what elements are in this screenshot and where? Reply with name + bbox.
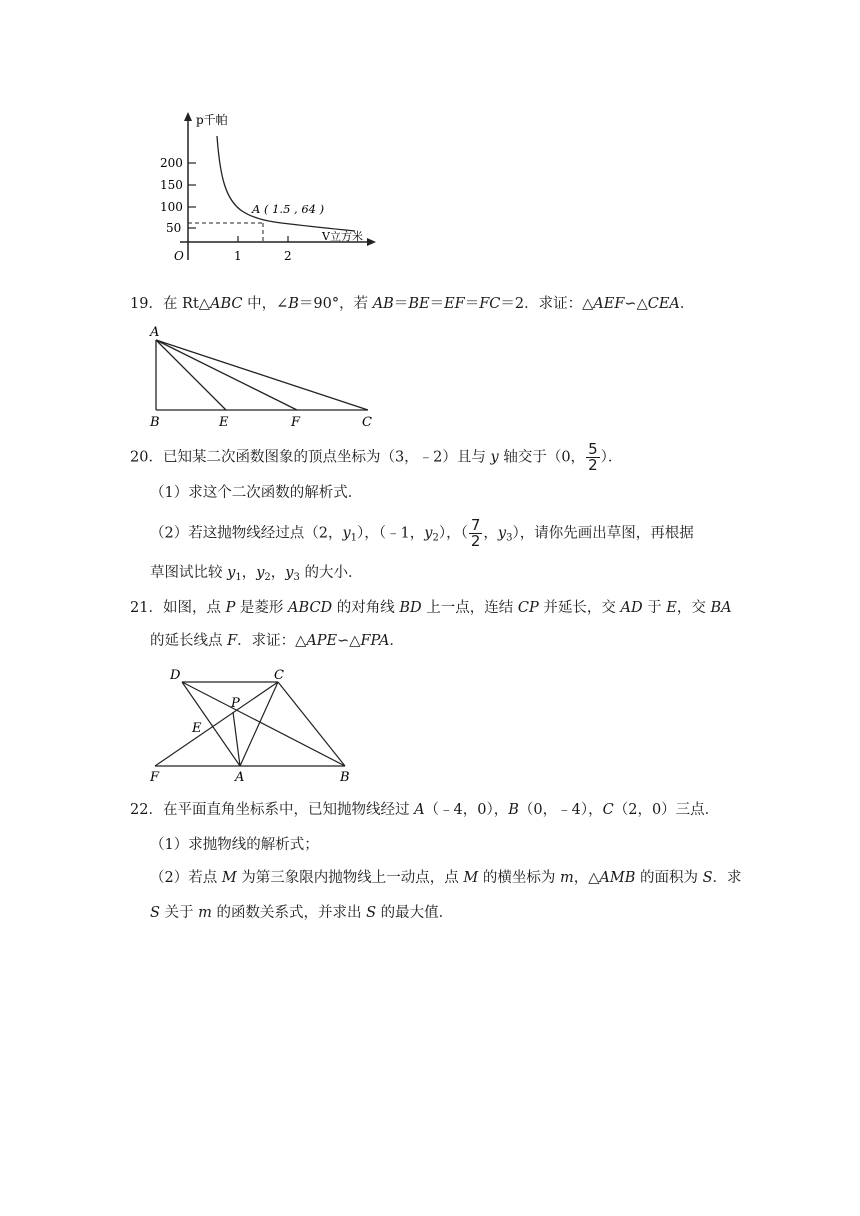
q22-part1: （1）求抛物线的解析式； xyxy=(150,837,319,853)
y-tick-200: 200 xyxy=(160,156,183,170)
label-b: B xyxy=(150,415,160,430)
x-axis-label: V立方米 xyxy=(322,230,363,243)
y-tick-100: 100 xyxy=(160,200,183,214)
label-e: E xyxy=(219,415,229,430)
q22-part2-cont: S 关于 m 的函数关系式，并求出 S 的最大值． xyxy=(150,905,454,921)
q20-part1: （1）求这个二次函数的解析式． xyxy=(150,485,363,501)
q21-statement-line2: 的延长线点 F．求证：△APE∽△FPA． xyxy=(150,633,404,649)
q20-part2: （2）若这抛物线经过点（2，$y_1$），（﹣1，$y_2$），（ $\frac{7}{2}$ ，$y_3$），请你先画出草图，再根据 xyxy=(150,516,694,550)
y-tick-150: 150 xyxy=(160,178,183,192)
label-c: C xyxy=(274,668,284,683)
label-f: F xyxy=(150,770,160,784)
q22-statement: 22．在平面直角坐标系中，已知抛物线经过 A（﹣4，0），B（0，﹣4），C（2，0）三点． xyxy=(130,802,720,818)
q21-rhombus-figure xyxy=(140,662,370,784)
q19-triangle-figure xyxy=(140,320,380,432)
x-axis-arrow xyxy=(367,238,376,246)
fraction-7-2: $\frac{7}{2}$ xyxy=(470,516,481,550)
fraction-5-2: $\frac{5}{2}$ xyxy=(588,440,598,474)
label-b: B xyxy=(340,770,350,784)
label-p: P xyxy=(231,696,240,711)
y-axis-arrow xyxy=(184,112,192,121)
y-axis-label: p千帕 xyxy=(196,113,228,127)
hyperbola-curve xyxy=(217,136,355,231)
q21-statement-line1: 21．如图，点 P 是菱形 ABCD 的对角线 BD 上一点，连结 CP 并延长，交 AD 于 E，交 BA xyxy=(130,600,732,616)
label-f: F xyxy=(291,415,301,430)
q19-statement: 19．在 Rt△ABC 中，∠B＝90°，若 AB＝BE＝EF＝FC＝2．求证：△AEF∽△CEA． xyxy=(130,296,695,312)
q22-part2: （2）若点 M 为第三象限内抛物线上一动点，点 M 的横坐标为 m，△AMB 的面积为 S．求 xyxy=(150,870,742,886)
origin-label: O xyxy=(174,249,184,263)
y-tick-50: 50 xyxy=(166,221,182,235)
label-d: D xyxy=(170,668,181,683)
q20-statement: 20．已知某二次函数图象的顶点坐标为（3，﹣2）且与 y 轴交于（0， $\frac{5}{2}$ ）． xyxy=(130,440,623,474)
label-a: A xyxy=(235,770,245,784)
x-tick-2: 2 xyxy=(284,249,292,263)
q20-part2-cont: 草图试比较 $y_1$，$y_2$，$y_3$ 的大小． xyxy=(150,565,363,583)
label-a: A xyxy=(150,325,160,340)
point-a-label: A ( 1.5 , 64 ) xyxy=(252,202,325,216)
x-tick-1: 1 xyxy=(234,249,242,263)
label-c: C xyxy=(362,415,372,430)
pressure-volume-graph xyxy=(150,108,390,268)
label-e: E xyxy=(192,721,202,736)
